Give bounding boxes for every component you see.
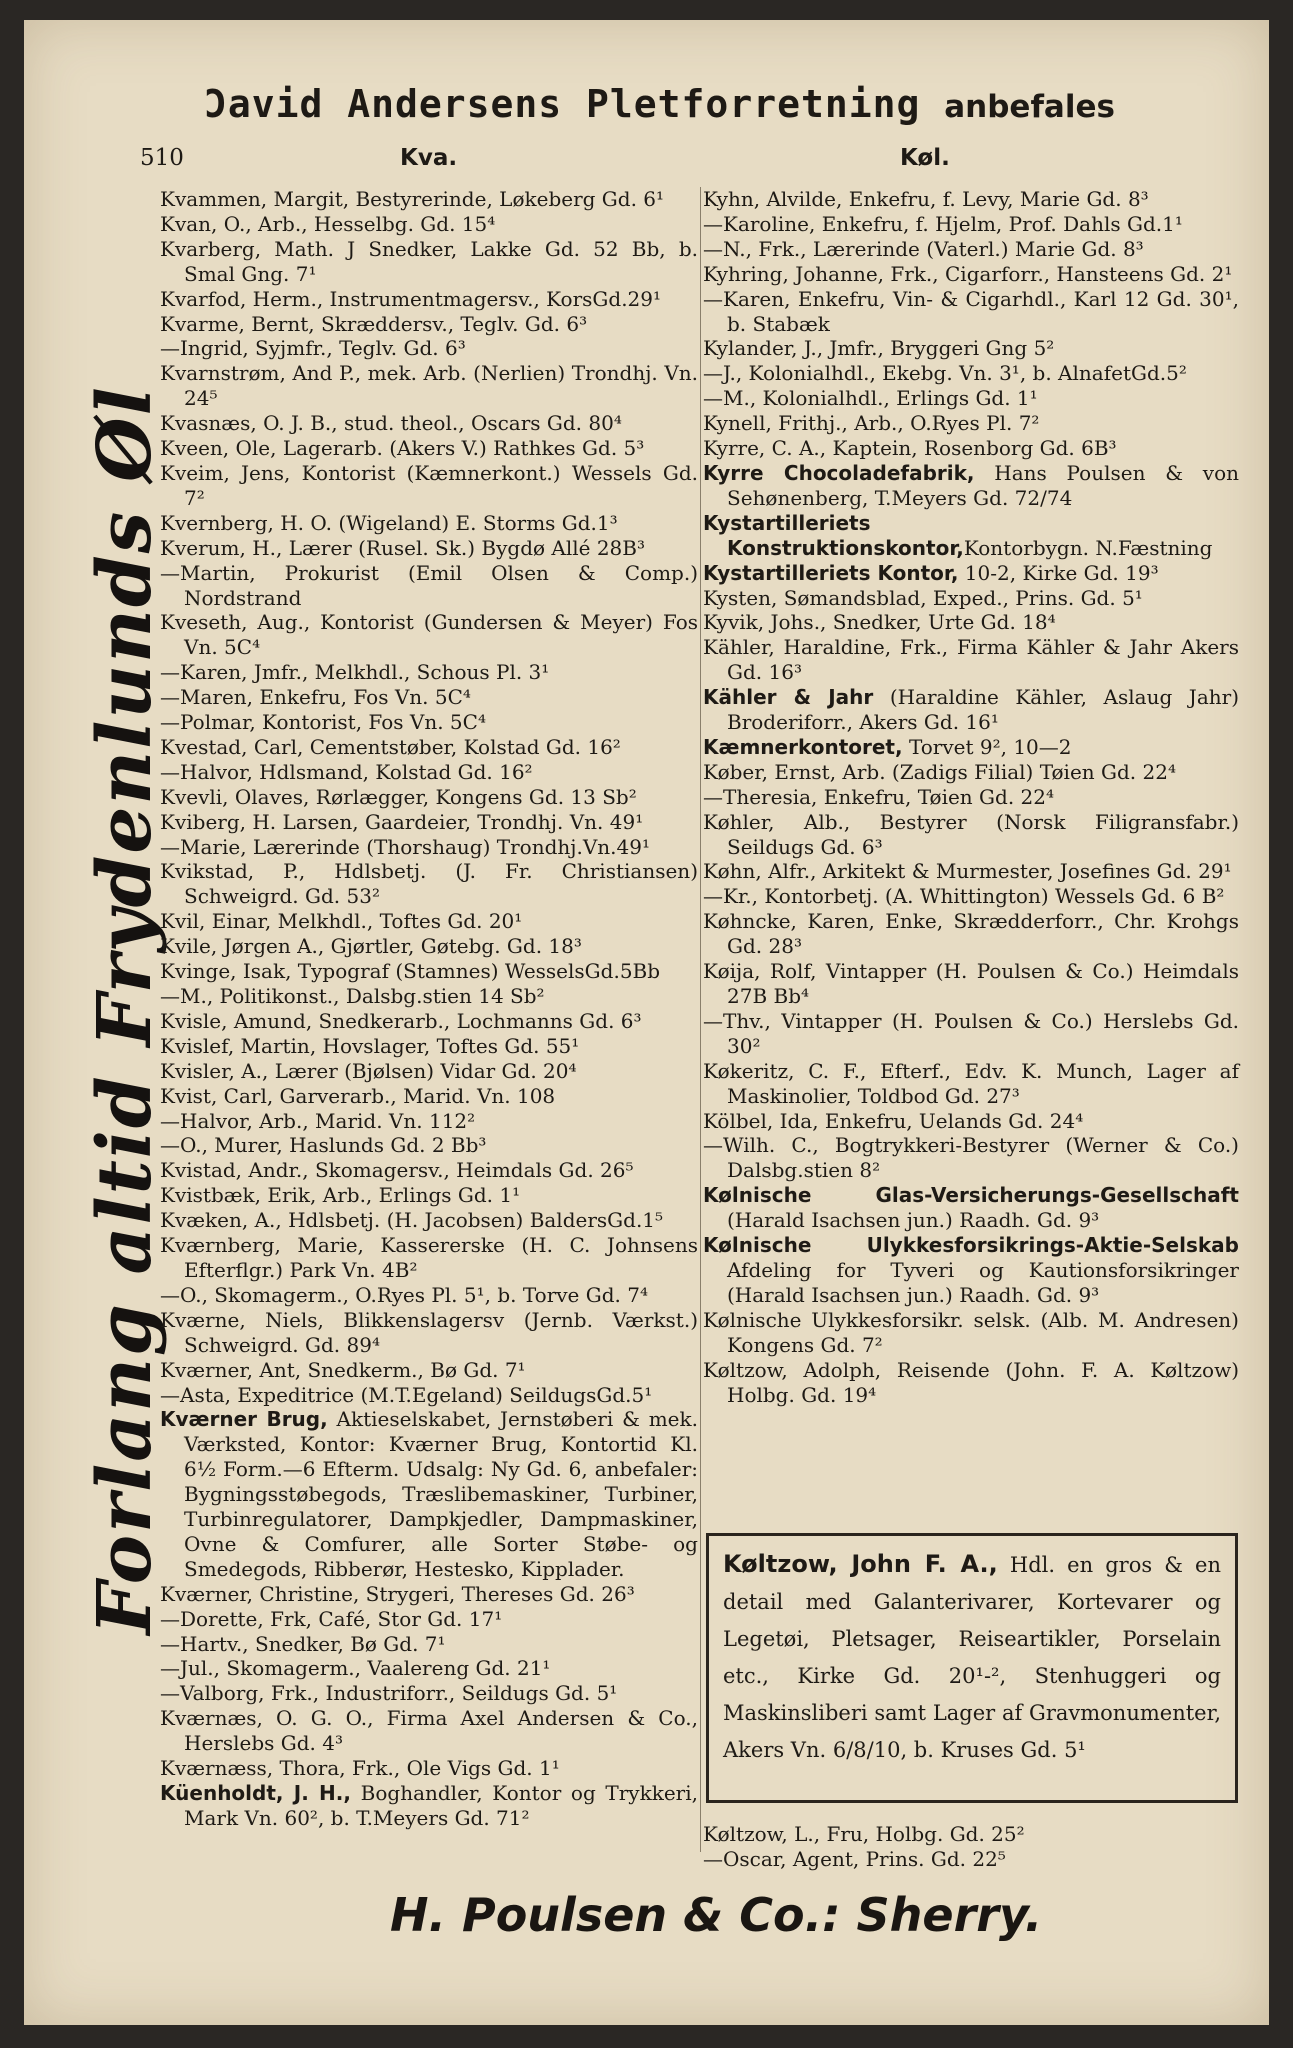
directory-entry bbox=[160, 187, 698, 212]
directory-entry bbox=[160, 610, 698, 660]
entry-text: Kværnæs, O. G. O., Firma Axel Andersen & Co., Herslebs Gd. 4³ bbox=[160, 1706, 698, 1756]
entry-firm-name: Kølnische Glas-Versicherungs-Gesellschaft bbox=[703, 1183, 1239, 1208]
directory-entry bbox=[160, 959, 698, 984]
entry-text: Kvammen, Margit, Bestyrerinde, Løkeberg Gd. 6¹ bbox=[160, 187, 665, 211]
entry-text: —Polmar, Kontorist, Fos Vn. 5C⁴ bbox=[160, 710, 486, 735]
directory-entry bbox=[160, 1706, 698, 1756]
directory-entry bbox=[703, 1822, 1239, 1847]
entry-text: —Maren, Enkefru, Fos Vn. 5C⁴ bbox=[160, 685, 471, 710]
directory-entry bbox=[160, 1781, 698, 1831]
directory-entry bbox=[160, 1009, 698, 1034]
entry-text: Kvil, Einar, Melkhdl., Toftes Gd. 20¹ bbox=[160, 909, 523, 934]
entry-text: Kølnische Ulykkesforsikr. selsk. (Alb. M. Andresen) Kongens Gd. 7² bbox=[703, 1307, 1239, 1357]
entry-text: Kvisle, Amund, Snedkerarb., Lochmanns Gd. 6³ bbox=[160, 1008, 642, 1033]
directory-entry bbox=[160, 361, 698, 411]
entry-text: —Wilh. C., Bogtrykkeri-Bestyrer (Werner & Co.) Dalsbg.stien 8² bbox=[703, 1133, 1239, 1183]
footer-advert: H. Poulsen & Co.: Sherry. bbox=[390, 1888, 1043, 1942]
directory-entry bbox=[160, 411, 698, 436]
directory-entry bbox=[160, 1158, 698, 1183]
entry-text: Kvarberg, Math. J Snedker, Lakke Gd. 52 Bb, b. Smal Gng. 7¹ bbox=[160, 236, 698, 286]
entry-text: Kvistad, Andr., Skomagersv., Heimdals Gd. 26⁵ bbox=[160, 1158, 634, 1183]
entry-text: —Martin, Prokurist (Emil Olsen & Comp.) Nordstrand bbox=[160, 560, 698, 610]
directory-entry bbox=[703, 785, 1239, 810]
directory-entry bbox=[160, 1358, 698, 1383]
directory-entry bbox=[703, 212, 1239, 237]
directory-entry bbox=[160, 1183, 698, 1208]
entry-text: Kværner, Ant, Snedkerm., Bø Gd. 7¹ bbox=[160, 1357, 526, 1382]
entry-text: 10-2, Kirke Gd. 19³ bbox=[958, 560, 1159, 585]
entry-text: Kyhring, Johanne, Frk., Cigarforr., Hansteens Gd. 2¹ bbox=[703, 261, 1233, 286]
header-tail: anbefales bbox=[944, 89, 1115, 125]
directory-entry bbox=[703, 1009, 1239, 1059]
running-head-left: Kva. bbox=[400, 145, 458, 171]
entry-text: Køhn, Alfr., Arkitekt & Murmester, Josefines Gd. 29¹ bbox=[703, 859, 1232, 884]
directory-entry bbox=[703, 386, 1239, 411]
directory-entry bbox=[703, 237, 1239, 262]
directory-entry bbox=[160, 1133, 698, 1158]
directory-entry bbox=[160, 1059, 698, 1084]
entry-text: —Theresia, Enkefru, Tøien Gd. 22⁴ bbox=[703, 784, 1055, 809]
side-advert-text: Forlang altid Frydenlunds Øl bbox=[82, 385, 168, 1635]
entry-text: Kverum, H., Lærer (Rusel. Sk.) Bygdø Allé 28B³ bbox=[160, 535, 645, 560]
page-number: 510 bbox=[140, 145, 184, 171]
entry-text: Kölbel, Ida, Enkefru, Uelands Gd. 24⁴ bbox=[703, 1108, 1084, 1133]
directory-entry bbox=[160, 1756, 698, 1781]
directory-entry bbox=[160, 835, 698, 860]
right-column-tail bbox=[703, 1822, 1239, 1872]
entry-text: Kværnberg, Marie, Kassererske (H. C. Johnsens Efterflgr.) Park Vn. 4B² bbox=[160, 1233, 698, 1282]
entry-firm-name: Kæmnerkontoret, bbox=[703, 734, 903, 759]
entry-text: Kysten, Sømandsblad, Exped., Prins. Gd. 5¹ bbox=[703, 585, 1143, 610]
entry-text: Kynell, Frithj., Arb., O.Ryes Pl. 7² bbox=[703, 411, 1040, 436]
entry-text: —Jul., Skomagerm., Vaalereng Gd. 21¹ bbox=[160, 1656, 551, 1681]
directory-entry bbox=[160, 1383, 698, 1408]
directory-entry bbox=[703, 635, 1239, 685]
entry-text: Køhncke, Karen, Enke, Skrædderforr., Chr. Krohgs Gd. 28³ bbox=[703, 909, 1239, 959]
header-title: Ɔavid Andersens Pletforretning bbox=[204, 82, 921, 126]
directory-entry bbox=[703, 586, 1239, 611]
directory-entry bbox=[160, 685, 698, 710]
entry-text: Kyrre, C. A., Kaptein, Rosenborg Gd. 6B³ bbox=[703, 436, 1117, 461]
directory-entry bbox=[703, 262, 1239, 287]
entry-text: Kviberg, H. Larsen, Gaardeier, Trondhj. Vn. 49¹ bbox=[160, 809, 644, 834]
entry-text: Hans Poulsen & von Sehønenberg, T.Meyers Gd. 72/74 bbox=[727, 460, 1239, 510]
directory-entry bbox=[160, 1582, 698, 1607]
entry-firm-name: Kystartilleriets Konstruktionskontor, bbox=[703, 510, 964, 560]
directory-entry bbox=[160, 237, 698, 287]
directory-entry bbox=[703, 959, 1239, 1009]
entry-text: (Harald Isachsen jun.) Raadh. Gd. 9³ bbox=[727, 1208, 1100, 1233]
entry-text: Kvæken, A., Hdlsbetj. (H. Jacobsen) BaldersGd.1⁵ bbox=[160, 1208, 664, 1233]
directory-entry bbox=[160, 1283, 698, 1308]
directory-entry bbox=[160, 760, 698, 785]
entry-text: Afdeling for Tyveri og Kautionsforsikringer (Harald Isachsen jun.) Raadh. Gd. 9³ bbox=[727, 1257, 1239, 1307]
entry-text: Kværner, Christine, Strygeri, Thereses Gd. 26³ bbox=[160, 1581, 635, 1606]
entry-text: Køltzow, Adolph, Reisende (John. F. A. Køltzow) Holbg. Gd. 19⁴ bbox=[703, 1357, 1239, 1407]
directory-entry bbox=[703, 187, 1239, 212]
column-divider bbox=[700, 187, 701, 1852]
entry-text: Køkeritz, C. F., Efterf., Edv. K. Munch, Lager af Maskinolier, Toldbod Gd. 27³ bbox=[703, 1058, 1239, 1108]
entry-text: —Dorette, Frk, Café, Stor Gd. 17¹ bbox=[160, 1606, 503, 1631]
directory-entry bbox=[160, 1233, 698, 1283]
directory-entry bbox=[703, 1308, 1239, 1358]
directory-entry bbox=[703, 461, 1239, 511]
running-head-right: Køl. bbox=[900, 145, 950, 171]
entry-text: Aktieselskabet, Jernstøberi & mek. Værksted, Kontor: Kværner Brug, Kontortid Kl. 6½ Form.—6 Efterm. Udsalg: Ny Gd. 6, anbefaler: Bygningsstøbegods, Træslibemaskiner, Turbiner, Turbinregulatorer, Dampkjedler, Dampmaskiner, Ovne & Comfurer, alle Sorter Støbe- og Smedegods, Ribberør, Hestesko, Kipplader. bbox=[184, 1407, 698, 1581]
entry-text: Kvinge, Isak, Typograf (Stamnes) WesselsGd.5Bb bbox=[160, 959, 661, 984]
entry-firm-name: Kværner Brug, bbox=[160, 1407, 328, 1432]
entry-text: —J., Kolonialhdl., Ekebg. Vn. 3¹, b. AlnafetGd.5² bbox=[703, 361, 1187, 386]
entry-text: Kyhn, Alvilde, Enkefru, f. Levy, Marie Gd. 8³ bbox=[703, 187, 1149, 211]
directory-entry bbox=[160, 859, 698, 909]
entry-firm-name: Kystartilleriets Kontor, bbox=[703, 560, 959, 585]
directory-entry bbox=[160, 461, 698, 511]
right-column bbox=[703, 187, 1239, 1407]
directory-entry bbox=[160, 1407, 698, 1581]
entry-text: Torvet 9², 10—2 bbox=[902, 734, 1072, 759]
directory-entry bbox=[703, 1358, 1239, 1408]
ad-firm-name: Køltzow, John F. A., bbox=[723, 1550, 998, 1578]
entry-text: Kvislef, Martin, Hovslager, Toftes Gd. 55¹ bbox=[160, 1033, 580, 1058]
entry-text: Kvan, O., Arb., Hesselbg. Gd. 15⁴ bbox=[160, 211, 496, 236]
entry-text: Kvisler, A., Lærer (Bjølsen) Vidar Gd. 20⁴ bbox=[160, 1058, 577, 1083]
entry-text: —Halvor, Arb., Marid. Vn. 112² bbox=[160, 1108, 476, 1133]
entry-text: —Karoline, Enkefru, f. Hjelm, Prof. Dahls Gd.1¹ bbox=[703, 211, 1183, 236]
directory-entry bbox=[703, 610, 1239, 635]
entry-text: —O., Murer, Haslunds Gd. 2 Bb³ bbox=[160, 1133, 487, 1158]
directory-entry bbox=[703, 1109, 1239, 1134]
directory-entry bbox=[160, 735, 698, 760]
entry-text: Kylander, J., Jmfr., Bryggeri Gng 5² bbox=[703, 336, 1055, 361]
directory-entry bbox=[160, 909, 698, 934]
entry-text: Køhler, Alb., Bestyrer (Norsk Filigransfabr.) Seildugs Gd. 6³ bbox=[703, 809, 1239, 859]
directory-entry bbox=[160, 1681, 698, 1706]
entry-text: Kvile, Jørgen A., Gjørtler, Gøtebg. Gd. 18³ bbox=[160, 934, 582, 959]
entry-text: Kvist, Carl, Garverarb., Marid. Vn. 108 bbox=[160, 1083, 556, 1108]
directory-entry bbox=[703, 859, 1239, 884]
entry-text: Køber, Ernst, Arb. (Zadigs Filial) Tøien Gd. 22⁴ bbox=[703, 759, 1176, 784]
directory-entry bbox=[703, 1133, 1239, 1183]
entry-text: —Ingrid, Syjmfr., Teglv. Gd. 6³ bbox=[160, 336, 466, 361]
directory-entry bbox=[160, 984, 698, 1009]
directory-entry bbox=[160, 511, 698, 536]
directory-entry bbox=[160, 1308, 698, 1358]
entry-text: Kveseth, Aug., Kontorist (Gundersen & Meyer) Fos Vn. 5C⁴ bbox=[160, 610, 698, 660]
entry-text: (Haraldine Kähler, Aslaug Jahr) Broderiforr., Akers Gd. 16¹ bbox=[727, 685, 1239, 735]
entry-text: Kvarfod, Herm., Instrumentmagersv., KorsGd.29¹ bbox=[160, 286, 662, 311]
directory-entry bbox=[160, 710, 698, 735]
entry-text: —Asta, Expeditrice (M.T.Egeland) SeildugsGd.5¹ bbox=[160, 1382, 653, 1407]
directory-entry bbox=[703, 1059, 1239, 1109]
directory-entry bbox=[160, 1208, 698, 1233]
entry-text: Kvernberg, H. O. (Wigeland) E. Storms Gd.1³ bbox=[160, 510, 618, 535]
entry-text: Kähler, Haraldine, Frk., Firma Kähler & Jahr Akers Gd. 16³ bbox=[703, 635, 1239, 685]
directory-entry bbox=[160, 1607, 698, 1632]
directory-entry bbox=[703, 411, 1239, 436]
directory-entry bbox=[160, 436, 698, 461]
directory-entry bbox=[703, 884, 1239, 909]
entry-text: Kvarme, Bernt, Skræddersv., Teglv. Gd. 6³ bbox=[160, 311, 588, 336]
directory-entry bbox=[160, 1034, 698, 1059]
directory-entry bbox=[160, 212, 698, 237]
directory-entry bbox=[703, 1847, 1239, 1872]
directory-entry bbox=[160, 287, 698, 312]
directory-entry bbox=[703, 436, 1239, 461]
directory-entry bbox=[160, 1109, 698, 1134]
entry-text: Kvistbæk, Erik, Arb., Erlings Gd. 1¹ bbox=[160, 1183, 521, 1208]
directory-entry bbox=[703, 810, 1239, 860]
directory-entry bbox=[160, 561, 698, 611]
directory-entry bbox=[703, 1183, 1239, 1233]
entry-text: Kværnæss, Thora, Frk., Ole Vigs Gd. 1¹ bbox=[160, 1756, 560, 1781]
directory-entry bbox=[703, 1233, 1239, 1308]
entry-text: —Oscar, Agent, Prins. Gd. 22⁵ bbox=[703, 1846, 1006, 1871]
directory-entry bbox=[160, 312, 698, 337]
directory-entry bbox=[703, 760, 1239, 785]
directory-entry bbox=[703, 909, 1239, 959]
directory-entry bbox=[160, 1656, 698, 1681]
entry-text: Køija, Rolf, Vintapper (H. Poulsen & Co.) Heimdals 27B Bb⁴ bbox=[703, 959, 1239, 1008]
page-header-advert bbox=[204, 82, 1244, 126]
ad-body: Hdl. en gros & en detail med Galanterivarer, Kortevarer og Legetøi, Pletsager, Reiseartikler, Porselain etc., Kirke Gd. 20¹-², Stenhuggeri og Maskinsliberi samt Lager af Gravmonumenter, Akers Vn. 6/8/10, b. Kruses Gd. 5¹ bbox=[723, 1553, 1221, 1762]
directory-entry bbox=[160, 810, 698, 835]
entry-text: Kvasnæs, O. J. B., stud. theol., Oscars Gd. 80⁴ bbox=[160, 411, 622, 436]
entry-text: Kværne, Niels, Blikkenslagersv (Jernb. Værkst.) Schweigrd. Gd. 89⁴ bbox=[160, 1307, 698, 1357]
entry-text: Kveen, Ole, Lagerarb. (Akers V.) Rathkes Gd. 5³ bbox=[160, 436, 645, 461]
directory-entry bbox=[703, 511, 1239, 561]
directory-entry bbox=[160, 336, 698, 361]
entry-text: Kvikstad, P., Hdlsbetj. (J. Fr. Christiansen) Schweigrd. Gd. 53² bbox=[160, 859, 698, 909]
entry-text: —Marie, Lærerinde (Thorshaug) Trondhj.Vn.49¹ bbox=[160, 834, 650, 859]
entry-firm-name: Kølnische Ulykkesforsikrings-Aktie-Selskab bbox=[703, 1233, 1239, 1258]
entry-text: —Karen, Enkefru, Vin- & Cigarhdl., Karl 12 Gd. 30¹, b. Stabæk bbox=[703, 286, 1239, 336]
entry-text: —Valborg, Frk., Industriforr., Seildugs Gd. 5¹ bbox=[160, 1681, 618, 1706]
left-column bbox=[160, 187, 698, 1831]
directory-entry bbox=[160, 785, 698, 810]
directory-entry bbox=[160, 536, 698, 561]
entry-text: —N., Frk., Lærerinde (Vaterl.) Marie Gd. 8³ bbox=[703, 236, 1144, 261]
directory-entry bbox=[703, 561, 1239, 586]
directory-entry bbox=[703, 336, 1239, 361]
entry-text: —M., Politikonst., Dalsbg.stien 14 Sb² bbox=[160, 984, 545, 1008]
entry-text: Køltzow, L., Fru, Holbg. Gd. 25² bbox=[703, 1822, 1025, 1846]
entry-text: —O., Skomagerm., O.Ryes Pl. 5¹, b. Torve Gd. 7⁴ bbox=[160, 1282, 648, 1307]
entry-text: Kvarnstrøm, And P., mek. Arb. (Nerlien) Trondhj. Vn. 24⁵ bbox=[160, 361, 698, 411]
koltzow-advert-box bbox=[706, 1533, 1238, 1803]
entry-text: —Kr., Kontorbetj. (A. Whittington) Wessels Gd. 6 B² bbox=[703, 884, 1225, 909]
entry-text: Boghandler, Kontor og Trykkeri, Mark Vn. 60², b. T.Meyers Gd. 71² bbox=[184, 1781, 698, 1830]
directory-entry bbox=[160, 1632, 698, 1657]
entry-text: —Thv., Vintapper (H. Poulsen & Co.) Herslebs Gd. 30² bbox=[703, 1008, 1239, 1058]
entry-firm-name: Kähler & Jahr bbox=[703, 685, 874, 710]
entry-text: Kvevli, Olaves, Rørlægger, Kongens Gd. 13 Sb² bbox=[160, 784, 637, 809]
entry-text: Kveim, Jens, Kontorist (Kæmnerkont.) Wessels Gd. 7² bbox=[160, 460, 698, 510]
directory-entry bbox=[160, 934, 698, 959]
directory-entry bbox=[703, 735, 1239, 760]
entry-text: Kontorbygn. N.Fæstning bbox=[963, 535, 1213, 560]
entry-text: Kyvik, Johs., Snedker, Urte Gd. 18⁴ bbox=[703, 610, 1056, 635]
entry-firm-name: Kyrre Chocoladefabrik, bbox=[703, 460, 975, 485]
entry-text: —M., Kolonialhdl., Erlings Gd. 1¹ bbox=[703, 386, 1038, 411]
directory-entry bbox=[160, 1084, 698, 1109]
directory-entry bbox=[703, 361, 1239, 386]
directory-entry bbox=[703, 685, 1239, 735]
directory-entry bbox=[160, 660, 698, 685]
entry-text: —Halvor, Hdlsmand, Kolstad Gd. 16² bbox=[160, 759, 533, 784]
entry-text: —Karen, Jmfr., Melkhdl., Schous Pl. 3¹ bbox=[160, 660, 550, 685]
directory-entry bbox=[703, 287, 1239, 337]
entry-firm-name: Küenholdt, J. H., bbox=[160, 1781, 351, 1805]
entry-text: Kvestad, Carl, Cementstøber, Kolstad Gd. 16² bbox=[160, 734, 621, 759]
entry-text: —Hartv., Snedker, Bø Gd. 7¹ bbox=[160, 1631, 446, 1656]
